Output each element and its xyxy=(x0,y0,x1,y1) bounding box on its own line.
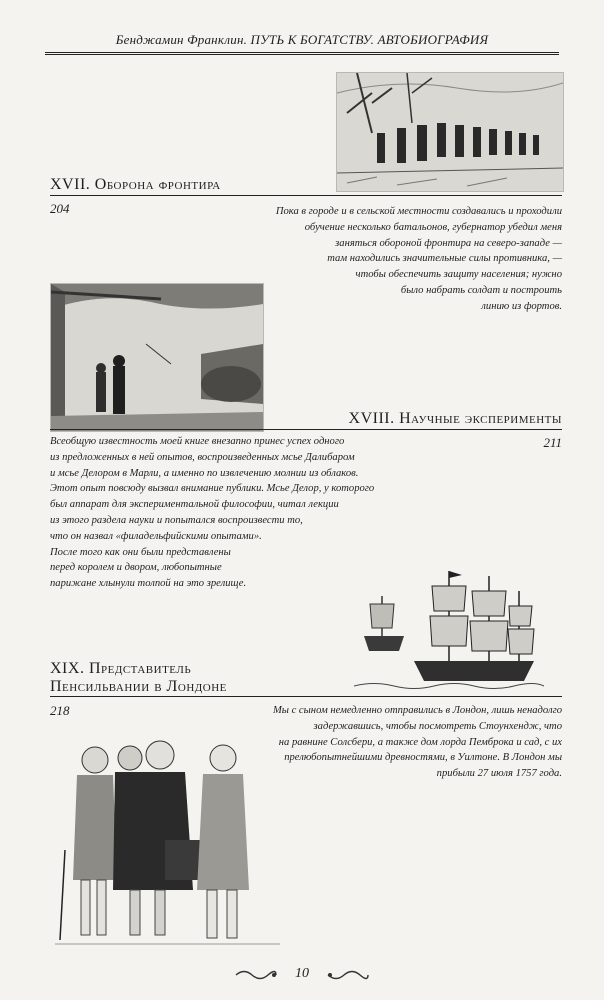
ships-illustration xyxy=(354,566,544,694)
footer-ornament-left-icon xyxy=(234,968,278,986)
header-rule xyxy=(45,52,559,55)
section-rule-xix xyxy=(50,696,562,697)
page-number: 10 xyxy=(295,966,309,981)
gentlemen-illustration xyxy=(55,730,280,950)
chapter-title-xviii: XVIII. Научные эксперименты xyxy=(348,410,562,427)
chapter-title-xix-line2: Пенсильвании в Лондоне xyxy=(50,678,227,695)
page-ref-xvii: 204 xyxy=(50,201,70,216)
experiment-illustration xyxy=(50,283,264,432)
chapter-title-xix-line1: XIX. Представитель xyxy=(50,660,192,677)
chapter-title-xvii: XVII. Оборона фронтира xyxy=(50,176,221,193)
experiment-engraving xyxy=(51,284,263,431)
footer-ornament-right-icon xyxy=(326,968,370,986)
section-rule-xvii xyxy=(50,195,562,196)
ships-engraving xyxy=(354,566,544,694)
chapter-title-xix xyxy=(50,660,227,696)
gentlemen-engraving xyxy=(55,730,280,950)
paragraph-xix: Мы с сыном немедленно отправились в Лондон, лишь ненадолго задержавшись, чтобы посмотреть Стоунхендж, что на равнине Солсбери, а также дом лорда Пемброка и сад, с их прелюбопытнейшими древностями, в Уилтоне. В Лондон мы прибыли 27 июля 1757 года. xyxy=(272,705,562,780)
page-ref-xix: 218 xyxy=(50,703,70,718)
soldiers-engraving xyxy=(337,73,563,191)
section-rule-xviii xyxy=(50,429,562,430)
paragraph-xviii: Всеобщую известность моей книге внезапно принес успех одного из предложенных в ней опытов, воспроизведенных мсье Далибаром и мсье Делором в Марли, а именно по извлечению молнии из облаков. Этот опыт повсюду вызвал внимание публики. Мсье Делор, у которого был аппарат для экспериментальной философии, читал лекции из этого раздела науки и попытался воспроизвести то, что он назвал «филадельфийскими опытами». После того как они были представлены перед королем и двором, любопытные парижане хлынули толпой на это зрелище. xyxy=(50,436,375,590)
paragraph-xvii: Пока в городе и в сельской местности создавались и проходили обучение несколько батальонов, губернатор убедил меня заняться обороной фронтира на северо-западе — там находились значительные силы противника, — чтобы обеспечить защиту населения; нужно было набрать солдат и построить линию из фортов. xyxy=(275,206,562,312)
soldiers-illustration xyxy=(336,72,564,192)
running-header: Бенджамин Франклин. ПУТЬ К БОГАТСТВУ. АВТОБИОГРАФИЯ xyxy=(115,32,489,47)
page-ref-xviii: 211 xyxy=(543,435,562,450)
